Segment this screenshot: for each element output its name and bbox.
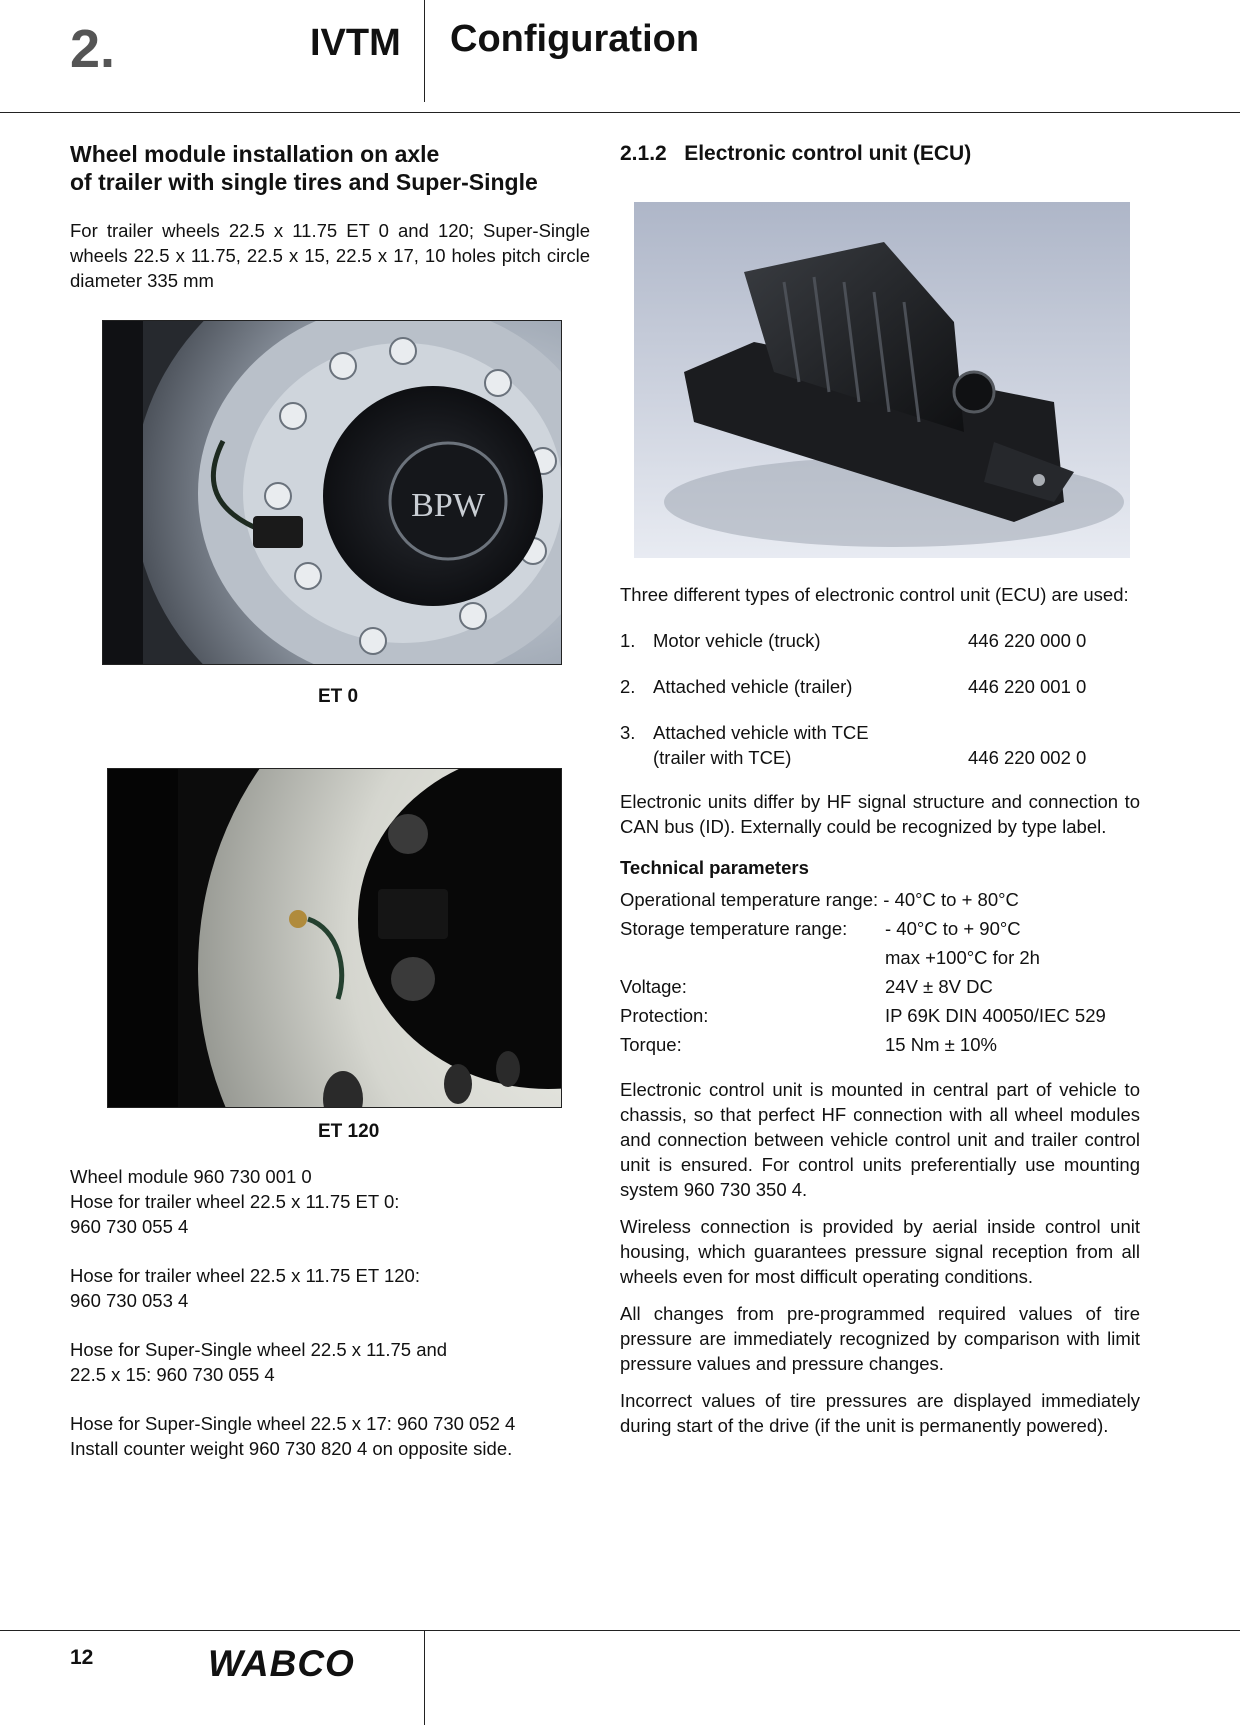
- parts-group-3: [70, 1337, 590, 1387]
- section-number: 2.: [70, 19, 116, 79]
- ecu-type-item: [620, 628, 1140, 653]
- header-brand: IVTM: [310, 22, 401, 64]
- logo-text: WABCO: [208, 1645, 355, 1681]
- list-code: 446 220 001 0: [968, 676, 1087, 697]
- left-heading: [70, 140, 590, 196]
- left-intro: For trailer wheels 22.5 x 11.75 ET 0 and 120; Super-Single wheels 22.5 x 11.75, 22.5 x 15, 22.5 x 17, 10 holes pitch circle diameter 335 mm: [70, 220, 590, 291]
- tech-row: [620, 1001, 1140, 1030]
- page-title: Configuration: [450, 18, 700, 60]
- part-line: Hose for Super-Single wheel 22.5 x 17: 960 730 052 4: [70, 1413, 516, 1434]
- ecu-section-heading: 2.1.2 Electronic control unit (ECU): [620, 142, 972, 165]
- tech-row: [620, 972, 1140, 1001]
- ecu-image: [634, 202, 1130, 558]
- left-heading-line2: of trailer with single tires and Super-Single: [70, 169, 538, 195]
- header-rule: [0, 112, 1240, 113]
- list-code: 446 220 000 0: [968, 630, 1087, 651]
- left-column: [70, 140, 590, 293]
- part-line: Hose for trailer wheel 22.5 x 11.75 ET 120:: [70, 1265, 420, 1286]
- tech-row: [620, 1030, 1140, 1059]
- header-divider: [424, 0, 425, 102]
- ecu-intro: Three different types of electronic control unit (ECU) are used:: [620, 584, 1129, 605]
- caption-et120: ET 120: [318, 1121, 380, 1142]
- ecu-type-item: [620, 720, 1140, 770]
- tech-key: Protection:: [620, 1005, 709, 1026]
- tech-key: Storage temperature range:: [620, 918, 848, 939]
- list-number: 1.: [620, 630, 636, 651]
- part-line: 960 730 053 4: [70, 1290, 189, 1311]
- part-line: Hose for trailer wheel 22.5 x 11.75 ET 0:: [70, 1191, 400, 1212]
- tech-row: [620, 885, 1140, 914]
- tech-row: [620, 914, 1140, 943]
- photo-et0: [102, 320, 562, 665]
- part-line: Hose for Super-Single wheel 22.5 x 11.75 and: [70, 1339, 448, 1360]
- ecu-differ-text: Electronic units differ by HF signal structure and connection to CAN bus (ID). Externally could be recognized by type label.: [620, 791, 1140, 837]
- tech-value: 24V ± 8V DC: [885, 976, 993, 997]
- list-number: 2.: [620, 676, 636, 697]
- tech-operational: Operational temperature range: - 40°C to + 80°C: [620, 889, 1019, 910]
- ecu-paragraph: Incorrect values of tire pressures are displayed immediately during start of the drive (if the unit is permanently powered).: [620, 1390, 1140, 1436]
- wheel-hub-image: [103, 321, 561, 664]
- ecu-text: [620, 582, 1140, 1450]
- tech-value: - 40°C to + 90°C: [885, 918, 1021, 939]
- list-number: 3.: [620, 722, 636, 743]
- list-label: Attached vehicle (trailer): [653, 676, 853, 697]
- left-heading-line1: Wheel module installation on axle: [70, 141, 440, 167]
- wheel-rim-image: [108, 769, 561, 1107]
- list-code: 446 220 002 0: [968, 747, 1087, 768]
- list-label: Motor vehicle (truck): [653, 630, 821, 651]
- parts-group-2: [70, 1263, 590, 1313]
- parts-group-1: [70, 1164, 590, 1239]
- photo-et120: [107, 768, 562, 1108]
- ecu-paragraph: Wireless connection is provided by aerial inside control unit housing, which guarantees pressure signal reception from all wheels even for most difficult operating conditions.: [620, 1216, 1140, 1287]
- ecu-paragraph: All changes from pre-programmed required values of tire pressure are immediately recognized by comparison with limit pressure values and pressure changes.: [620, 1303, 1140, 1374]
- caption-et0: ET 0: [318, 686, 359, 707]
- tech-row: [620, 943, 1140, 972]
- parts-list: [70, 1164, 590, 1485]
- list-label-2: (trailer with TCE): [653, 747, 792, 768]
- footer-rule: [0, 1630, 1240, 1631]
- tech-value: 15 Nm ± 10%: [885, 1034, 997, 1055]
- part-line: Wheel module 960 730 001 0: [70, 1166, 312, 1187]
- tech-value: IP 69K DIN 40050/IEC 529: [885, 1005, 1106, 1026]
- tech-key: Torque:: [620, 1034, 682, 1055]
- photo-ecu: [634, 202, 1130, 558]
- part-line: 22.5 x 15: 960 730 055 4: [70, 1364, 275, 1385]
- ecu-paragraph: Electronic control unit is mounted in central part of vehicle to chassis, so that perfect HF connection with all wheel modules and connection between vehicle control unit and trailer control unit is ensured. For control units preferentially use mounting system 960 730 350 4.: [620, 1079, 1140, 1200]
- footer-divider: [424, 1630, 425, 1725]
- part-line: 960 730 055 4: [70, 1216, 189, 1237]
- list-label: Attached vehicle with TCE: [653, 722, 869, 743]
- tech-key: Voltage:: [620, 976, 687, 997]
- tech-value: max +100°C for 2h: [885, 947, 1040, 968]
- part-line: Install counter weight 960 730 820 4 on opposite side.: [70, 1438, 513, 1459]
- ecu-type-item: [620, 674, 1140, 699]
- tech-heading: Technical parameters: [620, 857, 809, 878]
- hub-logo-text: BPW: [411, 487, 485, 524]
- wabco-logo: [208, 1645, 388, 1686]
- parts-group-4: [70, 1411, 590, 1461]
- right-column: [620, 140, 1140, 168]
- page-number: 12: [70, 1646, 94, 1669]
- tech-key: [620, 943, 885, 972]
